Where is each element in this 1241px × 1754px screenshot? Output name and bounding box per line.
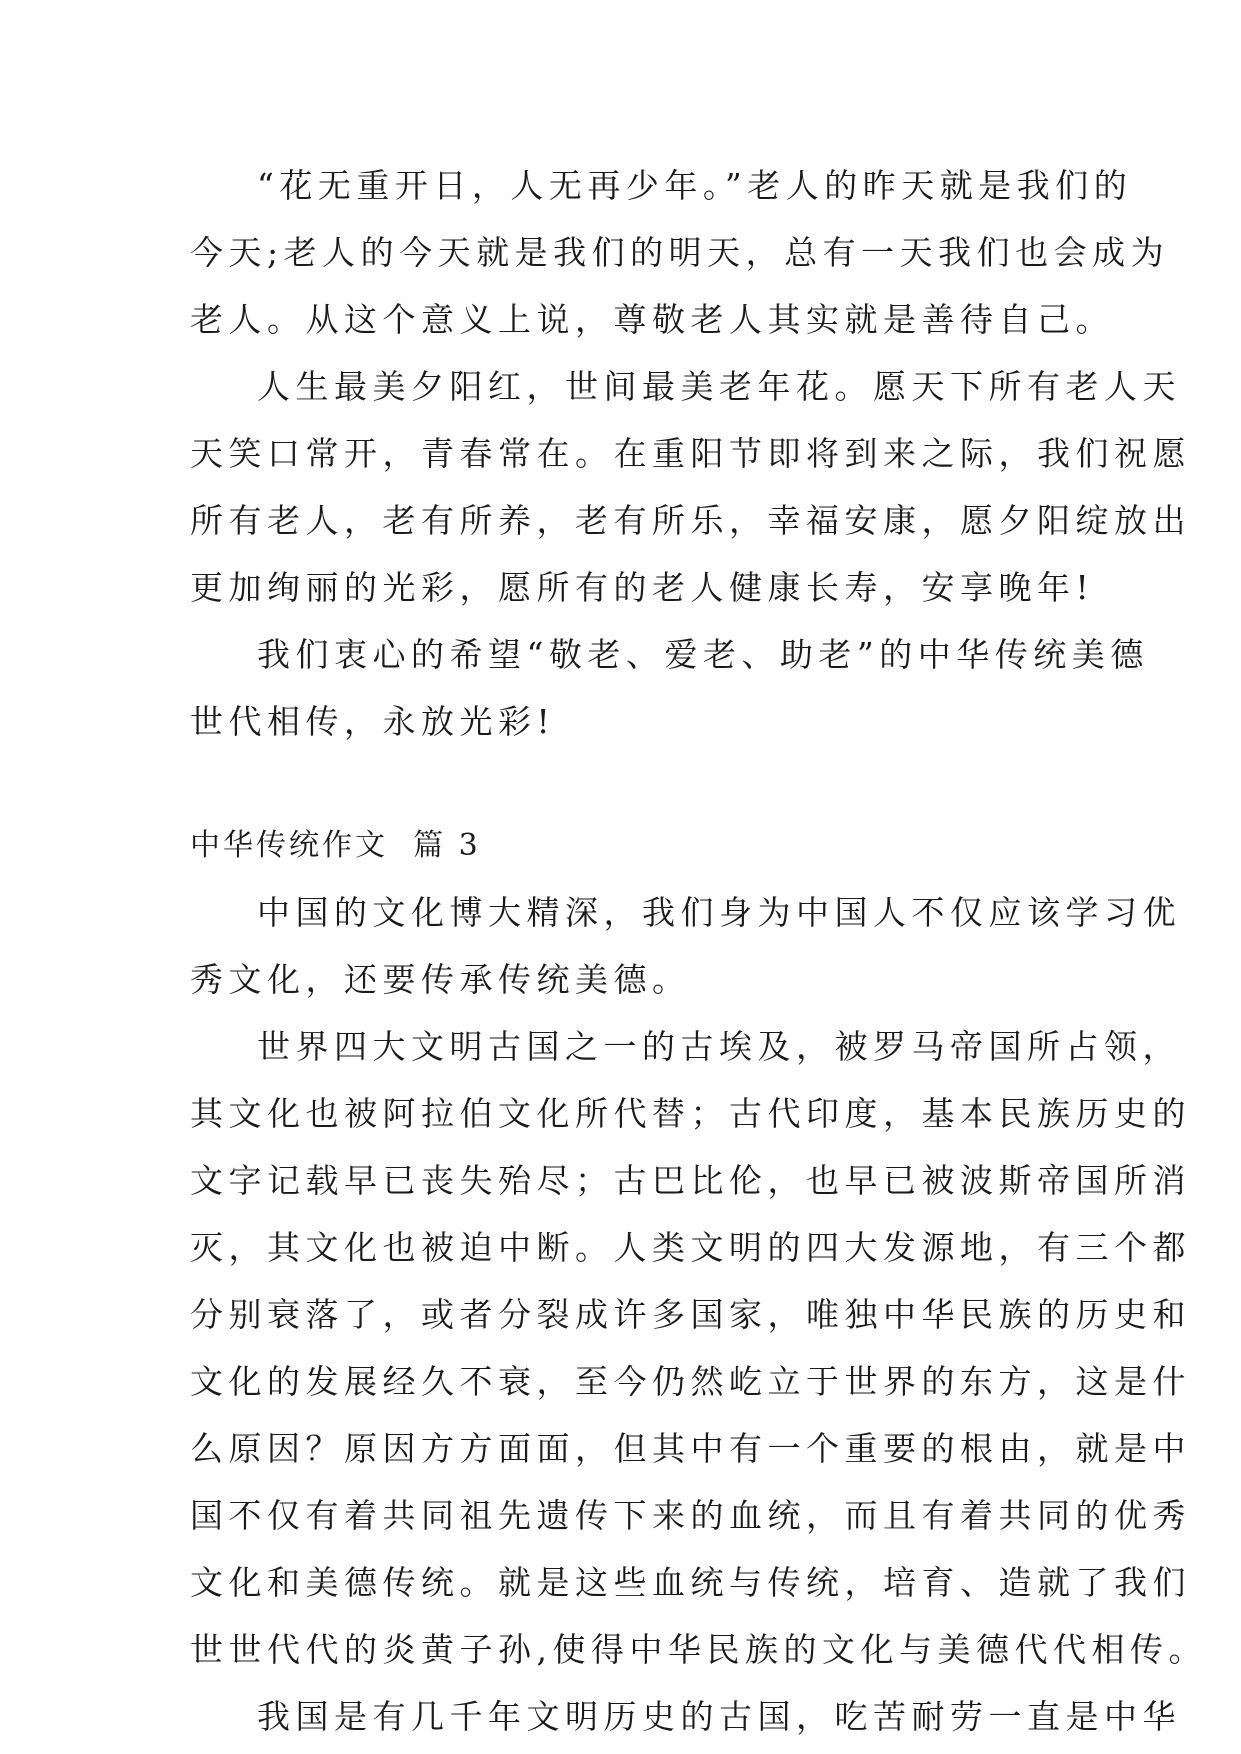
document-page — [190, 152, 1207, 1750]
paragraph-line: 中国的文化博大精深，我们身为中国人不仅应该学习优 — [257, 893, 1181, 932]
paragraph-line: 秀文化，还要传承传统美德。 — [190, 960, 691, 999]
paragraph-line: 分别衰落了，或者分裂成许多国家，唯独中华民族的历史和 — [190, 1295, 1191, 1334]
paragraph-line: 文字记载早已丧失殆尽；古巴比伦，也早已被波斯帝国所消 — [190, 1161, 1191, 1200]
paragraph-line: 更加绚丽的光彩，愿所有的老人健康长寿，安享晚年! — [190, 568, 1095, 607]
paragraph-line: 我国是有几千年文明历史的古国，吃苦耐劳一直是中华 — [257, 1697, 1181, 1736]
paragraph-line: 我们衷心的希望“敬老、爱老、助老”的中华传统美德 — [257, 635, 1149, 674]
paragraph-line: 人生最美夕阳红，世间最美老年花。愿天下所有老人天 — [257, 367, 1181, 406]
paragraph-line: “花无重开日，人无再少年。”老人的昨天就是我们的 — [257, 166, 1133, 205]
paragraph-line: 今天;老人的今天就是我们的明天，总有一天我们也会成为 — [190, 233, 1170, 272]
paragraph-line: 世界四大文明古国之一的古埃及，被罗马帝国所占领， — [257, 1027, 1181, 1066]
paragraph-line: 所有老人，老有所养，老有所乐，幸福安康，愿夕阳绽放出 — [190, 501, 1191, 540]
section-gap — [190, 755, 1060, 812]
paragraph-line: 文化的发展经久不衰，至今仍然屹立于世界的东方，这是什 — [190, 1362, 1191, 1401]
section-2 — [190, 879, 1207, 1750]
paragraph-line: 国不仅有着共同祖先遗传下来的血统，而且有着共同的优秀 — [190, 1496, 1191, 1535]
section-heading: 中华传统作文 篇 3 — [190, 828, 481, 863]
section-1 — [190, 152, 1191, 755]
paragraph-line: 世世代代的炎黄子孙,使得中华民族的文化与美德代代相传。 — [190, 1630, 1207, 1669]
paragraph-line: 文化和美德传统。就是这些血统与传统，培育、造就了我们 — [190, 1563, 1191, 1602]
paragraph-line: 么原因？原因方方面面，但其中有一个重要的根由，就是中 — [190, 1429, 1191, 1468]
paragraph-line: 其文化也被阿拉伯文化所代替；古代印度，基本民族历史的 — [190, 1094, 1191, 1133]
paragraph-line: 世代相传，永放光彩! — [190, 702, 556, 741]
paragraph-line: 老人。从这个意义上说，尊敬老人其实就是善待自己。 — [190, 300, 1114, 339]
paragraph-line: 灭，其文化也被迫中断。人类文明的四大发源地，有三个都 — [190, 1228, 1191, 1267]
paragraph-line: 天笑口常开，青春常在。在重阳节即将到来之际，我们祝愿 — [190, 434, 1191, 473]
